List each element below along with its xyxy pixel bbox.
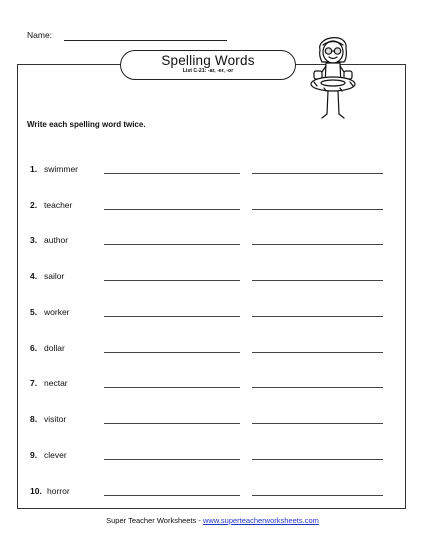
spelling-word: dollar <box>44 343 65 353</box>
item-number: 8. <box>30 414 38 424</box>
writing-line-2[interactable] <box>252 423 383 424</box>
spelling-row <box>30 307 390 321</box>
name-label: Name: <box>27 30 53 40</box>
item-number: 9. <box>30 450 38 460</box>
writing-line-1[interactable] <box>104 423 240 424</box>
item-number: 7. <box>30 378 38 388</box>
item-number: 10. <box>30 486 42 496</box>
spelling-word: sailor <box>44 271 65 281</box>
spelling-row <box>30 343 390 357</box>
spelling-row <box>30 235 390 249</box>
writing-line-1[interactable] <box>104 352 240 353</box>
spelling-word: clever <box>44 450 67 460</box>
writing-line-1[interactable] <box>104 387 240 388</box>
writing-line-2[interactable] <box>252 244 383 245</box>
spelling-word: visitor <box>44 414 67 424</box>
footer <box>0 516 425 525</box>
item-number: 1. <box>30 164 38 174</box>
instructions-text: Write each spelling word twice. <box>27 120 146 129</box>
writing-line-1[interactable] <box>104 280 240 281</box>
spelling-row <box>30 164 390 178</box>
item-number: 5. <box>30 307 38 317</box>
writing-line-1[interactable] <box>104 459 240 460</box>
spelling-row <box>30 414 390 428</box>
writing-line-2[interactable] <box>252 387 383 388</box>
writing-line-1[interactable] <box>104 209 240 210</box>
writing-line-2[interactable] <box>252 352 383 353</box>
spelling-row <box>30 450 390 464</box>
worksheet-subtitle: List C-21: -ar, -er, -or <box>182 68 234 74</box>
writing-line-1[interactable] <box>104 495 240 496</box>
title-banner <box>120 50 296 80</box>
girl-with-swim-ring-icon <box>300 28 366 128</box>
spelling-row <box>30 271 390 285</box>
spelling-word: swimmer <box>44 164 78 174</box>
item-number: 2. <box>30 200 38 210</box>
footer-brand: Super Teacher Worksheets <box>106 516 197 525</box>
spelling-row <box>30 200 390 214</box>
spelling-word: teacher <box>44 200 73 210</box>
spelling-word: nectar <box>44 378 68 388</box>
item-number: 6. <box>30 343 38 353</box>
name-field-line[interactable] <box>64 40 227 41</box>
writing-line-1[interactable] <box>104 244 240 245</box>
spelling-row <box>30 486 390 500</box>
spelling-word: horror <box>47 486 70 496</box>
worksheet-frame <box>17 64 406 509</box>
writing-line-1[interactable] <box>104 173 240 174</box>
writing-line-1[interactable] <box>104 316 240 317</box>
writing-line-2[interactable] <box>252 316 383 317</box>
writing-line-2[interactable] <box>252 280 383 281</box>
worksheet-title: Spelling Words <box>161 53 255 68</box>
spelling-word: author <box>44 235 69 245</box>
footer-separator: - <box>196 516 203 525</box>
item-number: 3. <box>30 235 38 245</box>
writing-line-2[interactable] <box>252 495 383 496</box>
writing-line-2[interactable] <box>252 209 383 210</box>
writing-line-2[interactable] <box>252 173 383 174</box>
writing-line-2[interactable] <box>252 459 383 460</box>
footer-link[interactable]: www.superteacherworksheets.com <box>202 516 319 525</box>
spelling-word: worker <box>44 307 70 317</box>
item-number: 4. <box>30 271 38 281</box>
spelling-row <box>30 378 390 392</box>
